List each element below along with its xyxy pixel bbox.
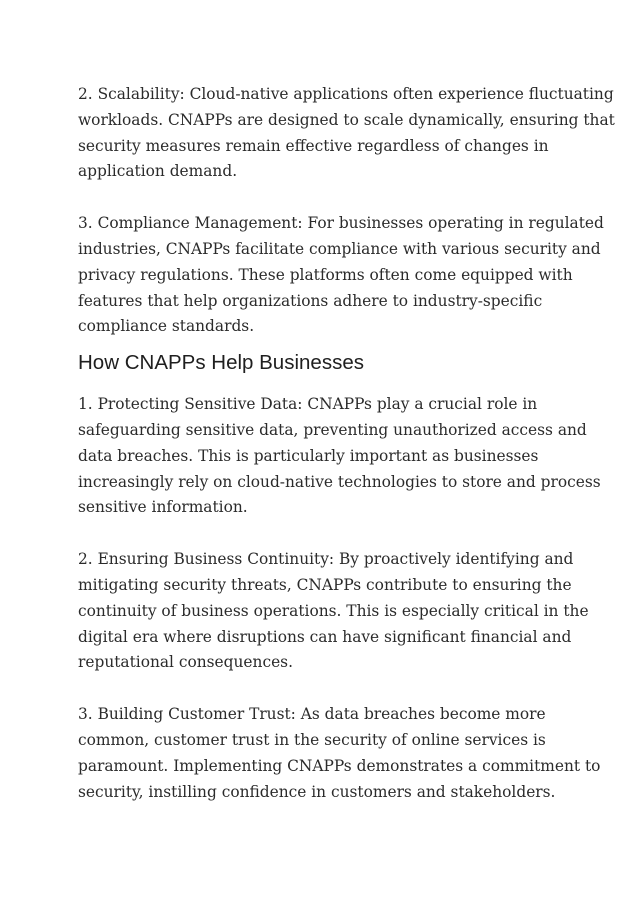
text-line: paramount. Implementing CNAPPs demonstrates a commitment to bbox=[78, 756, 601, 775]
paragraph-scalability bbox=[78, 82, 615, 185]
text-line: safeguarding sensitive data, preventing unauthorized access and bbox=[78, 420, 587, 439]
text-line: sensitive information. bbox=[78, 498, 248, 517]
paragraph-customer-trust bbox=[78, 702, 601, 805]
section-heading: How CNAPPs Help Businesses bbox=[78, 351, 364, 375]
text-line: common, customer trust in the security of online services is bbox=[78, 730, 546, 749]
paragraph-compliance-management bbox=[78, 211, 604, 340]
text-line: digital era where disruptions can have significant financial and bbox=[78, 627, 572, 646]
text-line: workloads. CNAPPs are designed to scale dynamically, ensuring that bbox=[78, 110, 615, 129]
text-line: 2. Ensuring Business Continuity: By proactively identifying and bbox=[78, 550, 574, 569]
paragraph-spacer bbox=[78, 185, 568, 211]
text-line: increasingly rely on cloud-native technologies to store and process bbox=[78, 472, 601, 491]
text-line: application demand. bbox=[78, 162, 238, 181]
text-line: compliance standards. bbox=[78, 317, 255, 336]
text-line: 3. Compliance Management: For businesses operating in regulated bbox=[78, 214, 604, 233]
text-line: security measures remain effective regardless of changes in bbox=[78, 136, 549, 155]
text-line: continuity of business operations. This is especially critical in the bbox=[78, 601, 589, 620]
text-line: data breaches. This is particularly important as businesses bbox=[78, 446, 539, 465]
text-line: industries, CNAPPs facilitate compliance with various security and bbox=[78, 239, 601, 258]
paragraph-spacer bbox=[78, 676, 568, 702]
text-line: reputational consequences. bbox=[78, 653, 293, 672]
text-line: 2. Scalability: Cloud-native applications often experience fluctuating bbox=[78, 85, 614, 103]
text-line: 3. Building Customer Trust: As data breaches become more bbox=[78, 705, 546, 724]
text-line: privacy regulations. These platforms often come equipped with bbox=[78, 265, 573, 284]
paragraph-business-continuity bbox=[78, 547, 589, 676]
paragraph-spacer bbox=[78, 521, 568, 547]
text-line: security, instilling confidence in customers and stakeholders. bbox=[78, 782, 556, 801]
text-line: mitigating security threats, CNAPPs contribute to ensuring the bbox=[78, 575, 572, 594]
text-line: features that help organizations adhere to industry-specific bbox=[78, 291, 543, 310]
text-line: 1. Protecting Sensitive Data: CNAPPs play a crucial role in bbox=[78, 395, 538, 414]
paragraph-protecting-sensitive-data bbox=[78, 392, 601, 521]
